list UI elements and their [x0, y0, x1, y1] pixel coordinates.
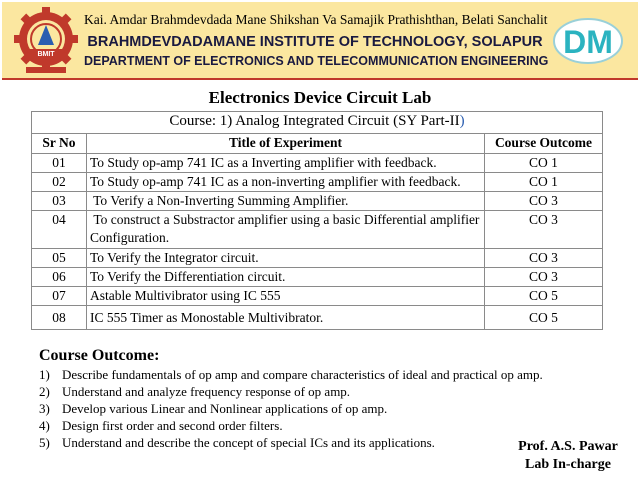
- header-banner: [2, 2, 638, 80]
- logo-text: BMIT: [37, 51, 55, 58]
- course-row: [32, 112, 603, 134]
- signature-role: Lab In-charge: [525, 457, 611, 472]
- signature-block: [508, 438, 628, 474]
- experiment-title-cell: To Verify the Integrator circuit.: [87, 249, 485, 268]
- list-text: Design first order and second order filters.: [62, 418, 283, 433]
- sr-no-cell: 03: [32, 192, 87, 211]
- list-number: 3): [39, 401, 50, 416]
- institute-name: BRAHMDEVDADAMANE INSTITUTE OF TECHNOLOGY, SOLAPUR: [87, 34, 543, 50]
- list-number: 4): [39, 418, 50, 433]
- list-item: [39, 366, 619, 383]
- list-item: [39, 417, 619, 434]
- course-outcome-cell: CO 5: [485, 306, 603, 330]
- list-number: 5): [39, 435, 50, 450]
- course-outcome-cell: CO 3: [485, 192, 603, 211]
- table-row: [32, 173, 603, 192]
- table-row: [32, 154, 603, 173]
- table-row: [32, 249, 603, 268]
- sr-no-cell: 05: [32, 249, 87, 268]
- course-outcome-cell: CO 1: [485, 154, 603, 173]
- signature-name: Prof. A.S. Pawar: [518, 439, 618, 454]
- department-name: DEPARTMENT OF ELECTRONICS AND TELECOMMUNICATION ENGINEERING: [84, 54, 549, 68]
- sr-no-cell: 07: [32, 287, 87, 306]
- experiment-title-cell: IC 555 Timer as Monostable Multivibrator.: [87, 306, 485, 330]
- course-outcome-cell: CO 1: [485, 173, 603, 192]
- course-outcome-cell: CO 5: [485, 287, 603, 306]
- experiment-title-cell: To Verify a Non-Inverting Summing Amplifier.: [87, 192, 485, 211]
- sr-no-cell: 02: [32, 173, 87, 192]
- list-item: [39, 400, 619, 417]
- sr-no-cell: 06: [32, 268, 87, 287]
- course-outcome-cell: CO 3: [485, 268, 603, 287]
- experiment-title-cell: To Study op-amp 741 IC as a non-inverting amplifier with feedback.: [87, 173, 485, 192]
- sr-no-cell: 04: [32, 211, 87, 249]
- table-row: [32, 211, 603, 249]
- lab-title: Electronics Device Circuit Lab: [208, 88, 432, 107]
- list-number: 1): [39, 367, 50, 382]
- course-title: [32, 112, 603, 134]
- course-closing-paren: ): [459, 113, 465, 129]
- course-outcome-cell: CO 3: [485, 211, 603, 249]
- experiment-title-cell: To construct a Substractor amplifier using a basic Differential amplifier Configuration.: [87, 211, 485, 249]
- table-row: [32, 192, 603, 211]
- list-item: [39, 383, 619, 400]
- list-text: Understand and analyze frequency response of op amp.: [62, 384, 351, 399]
- course-outcome-cell: CO 3: [485, 249, 603, 268]
- course-outcome-heading: Course Outcome:: [39, 347, 160, 364]
- table-row: [32, 306, 603, 330]
- list-text: Describe fundamentals of op amp and compare characteristics of ideal and practical op amp.: [62, 367, 543, 382]
- sr-no-cell: 08: [32, 306, 87, 330]
- institute-gear-logo: [12, 5, 80, 77]
- experiment-title-cell: To Verify the Differentiation circuit.: [87, 268, 485, 287]
- table-header-row: [32, 134, 603, 154]
- table-row: [32, 287, 603, 306]
- dm-logo: [550, 15, 626, 67]
- header-title: Title of Experiment: [87, 134, 485, 154]
- experiment-title-cell: Astable Multivibrator using IC 555: [87, 287, 485, 306]
- course-label: Course: 1) Analog Integrated Circuit (SY Part-II: [169, 113, 460, 129]
- experiment-title-cell: To Study op-amp 741 IC as a Inverting amplifier with feedback.: [87, 154, 485, 173]
- trust-name: Kai. Amdar Brahmdevdada Mane Shikshan Va Samajik Prathishthan, Belati Sanchalit: [84, 12, 548, 27]
- dm-logo-text: DM: [563, 24, 613, 60]
- table-row: [32, 268, 603, 287]
- list-text: Understand and describe the concept of special ICs and its applications.: [62, 435, 435, 450]
- header-sr-no: Sr No: [32, 134, 87, 154]
- list-number: 2): [39, 384, 50, 399]
- list-text: Develop various Linear and Nonlinear applications of op amp.: [62, 401, 388, 416]
- sr-no-cell: 01: [32, 154, 87, 173]
- header-course-outcome: Course Outcome: [485, 134, 603, 154]
- experiment-table: [31, 111, 603, 330]
